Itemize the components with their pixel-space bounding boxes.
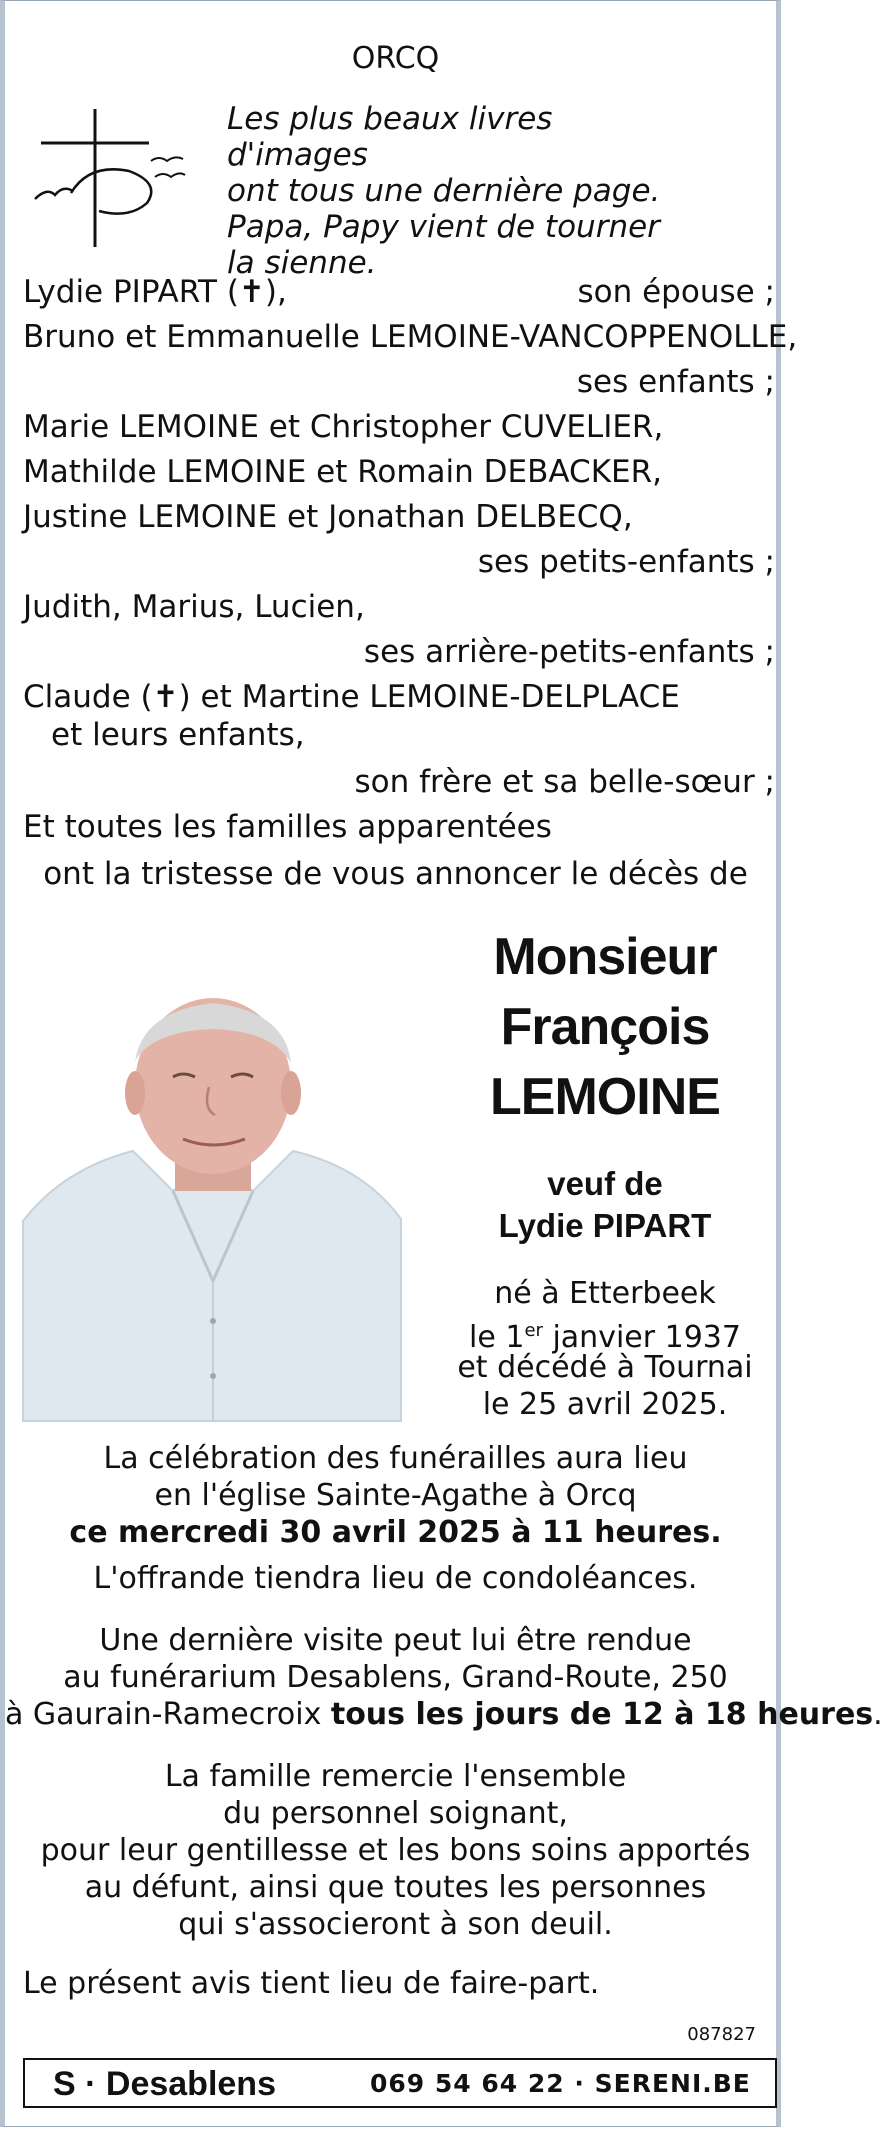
- visit-place: à Gaurain-Ramecroix: [5, 1697, 331, 1732]
- funeral-home-banner: [23, 2058, 777, 2108]
- town-name: ORCQ: [351, 41, 440, 76]
- funeral-line: en l'église Sainte-Agathe à Orcq: [154, 1478, 637, 1513]
- closing-note: Le présent avis tient lieu de faire-part.: [23, 1966, 600, 2001]
- grandchild-couple: Marie LEMOINE et Christopher CUVELIER,: [23, 409, 664, 445]
- visit-schedule: tous les jours de 12 à 18 heures: [330, 1697, 874, 1732]
- birth-date: [445, 1313, 765, 1355]
- sibling-names: Claude (✝) et Martine LEMOINE-DELPLACE: [23, 679, 680, 715]
- birth-date-ordinal: er: [524, 1320, 543, 1341]
- thanks-line: qui s'associeront à son deuil.: [178, 1907, 613, 1942]
- website-link: SERENI.BE: [594, 2069, 751, 2098]
- spouse-name: Lydie PIPART (✝),: [23, 274, 287, 310]
- thanks-line: La famille remercie l'ensemble: [164, 1759, 627, 1794]
- children-role: ses enfants ;: [576, 364, 775, 400]
- deceased-first-name: François: [500, 998, 710, 1056]
- family-list: [23, 274, 798, 854]
- birth-place: né à Etterbeek: [494, 1276, 716, 1311]
- great-grandchildren: Judith, Marius, Lucien,: [23, 589, 365, 625]
- funeral-home-name: S · Desablens: [53, 2065, 276, 2103]
- deceased-title: Monsieur: [493, 928, 717, 986]
- visit-period: .: [873, 1697, 883, 1732]
- birth-date-suffix: janvier 1937: [542, 1320, 741, 1355]
- visit-line: Une dernière visite peut lui être rendue: [99, 1623, 692, 1658]
- contact-info: [370, 2068, 751, 2100]
- poem-line: ont tous une dernière page.: [227, 173, 661, 209]
- children-names: Bruno et Emmanuelle LEMOINE-VANCOPPENOLLE,: [23, 319, 798, 355]
- spouse-role: son épouse ;: [577, 274, 775, 310]
- poem-line: la sienne.: [227, 245, 377, 281]
- announcement: ont la tristesse de vous annoncer le décès de: [43, 856, 748, 892]
- other-families: Et toutes les familles apparentées: [23, 809, 552, 845]
- poem-line: Les plus beaux livres d'images: [227, 101, 553, 173]
- portrait-photo: [23, 991, 401, 1421]
- visit-hours: [5, 1697, 883, 1733]
- death-place: et décédé à Tournai: [457, 1350, 753, 1385]
- widow-of: Lydie PIPART: [498, 1207, 712, 1244]
- phone-number: 069 54 64 22: [370, 2069, 565, 2098]
- birth-date-prefix: le 1: [469, 1320, 525, 1355]
- poem: [227, 101, 687, 281]
- reference-number: 087827: [687, 2024, 756, 2045]
- death-date: le 25 avril 2025.: [482, 1387, 728, 1422]
- funeral-line: La célébration des funérailles aura lieu: [103, 1441, 688, 1476]
- grandchildren-role: ses petits-enfants ;: [477, 544, 775, 580]
- thanks-line: au défunt, ainsi que toutes les personnes: [84, 1870, 707, 1905]
- visit-line: au funérarium Desablens, Grand-Route, 250: [63, 1660, 728, 1695]
- sibling-children: et leurs enfants,: [51, 717, 305, 753]
- grandchild-couple: Mathilde LEMOINE et Romain DEBACKER,: [23, 454, 662, 490]
- funeral-date: ce mercredi 30 avril 2025 à 11 heures.: [69, 1515, 722, 1550]
- grandchild-couple: Justine LEMOINE et Jonathan DELBECQ,: [23, 499, 633, 535]
- cross-sunset-icon: [29, 101, 189, 251]
- thanks-line: pour leur gentillesse et les bons soins apportés: [40, 1833, 751, 1868]
- great-grandchildren-role: ses arrière-petits-enfants ;: [363, 634, 775, 670]
- deceased-last-name: LEMOINE: [490, 1068, 720, 1126]
- thanks-line: du personnel soignant,: [223, 1796, 568, 1831]
- sibling-role: son frère et sa belle-sœur ;: [354, 764, 775, 800]
- separator-dot: ·: [574, 2069, 585, 2098]
- offering-note: L'offrande tiendra lieu de condoléances.: [93, 1561, 698, 1596]
- poem-line: Papa, Papy vient de tourner: [227, 209, 660, 245]
- widow-label: veuf de: [547, 1165, 663, 1202]
